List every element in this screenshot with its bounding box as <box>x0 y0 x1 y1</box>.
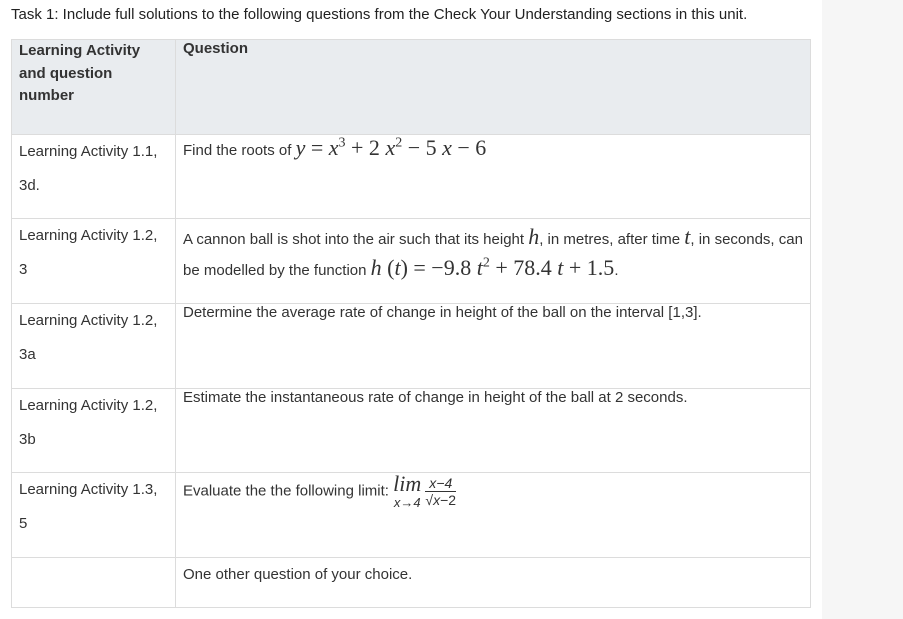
right-margin-strip <box>822 0 903 619</box>
lim-subscript: x→4 <box>393 495 421 510</box>
question-text: A cannon ball is shot into the air such that its height <box>183 231 529 248</box>
table-row <box>12 473 811 558</box>
question-text: , in metres, after time <box>539 231 685 248</box>
question-cell <box>176 304 811 389</box>
limit-operator <box>393 473 421 510</box>
activity-label: Learning Activity 1.2, <box>19 397 158 414</box>
activity-label: Learning Activity 1.2, <box>19 227 158 244</box>
activity-number: 3d. <box>19 177 40 194</box>
table-row <box>12 558 811 608</box>
table-row <box>12 304 811 389</box>
task-heading: Task 1: Include full solutions to the following questions from the Check Your Understanding sections in this unit. <box>11 6 748 23</box>
question-cell <box>176 389 811 473</box>
variable-h: h <box>528 224 540 249</box>
activity-number: 3a <box>19 346 36 363</box>
question-text: . <box>614 262 619 279</box>
question-cell <box>176 558 811 608</box>
denominator-rest: −2 <box>440 492 457 508</box>
activity-label: Learning Activity 1.3, <box>19 481 158 498</box>
variable-t: t <box>684 224 691 249</box>
questions-table <box>11 39 811 608</box>
sqrt-radicand: x <box>433 492 441 508</box>
activity-cell <box>12 473 176 558</box>
activity-cell <box>12 304 176 389</box>
fraction-denominator: √x−2 <box>425 492 457 508</box>
activity-number: 5 <box>19 515 28 532</box>
table-header-row <box>12 40 811 135</box>
question-text: Estimate the instantaneous rate of change in height of the ball at 2 seconds. <box>183 389 688 406</box>
question-cell <box>176 135 811 219</box>
table-row <box>12 135 811 219</box>
table-row <box>12 219 811 304</box>
lim-word: lim <box>393 471 422 496</box>
limit-fraction <box>425 475 456 508</box>
table-row <box>12 389 811 473</box>
fraction-numerator: x−4 <box>425 475 456 492</box>
activity-number: 3b <box>19 431 36 448</box>
question-text: Determine the average rate of change in height of the ball on the interval [1,3]. <box>183 304 702 321</box>
activity-number: 3 <box>19 261 28 278</box>
activity-label: Learning Activity 1.1, <box>19 143 158 160</box>
question-text: , in seconds, can be modelled by the function <box>183 231 803 279</box>
question-text: Find the roots of <box>183 142 296 159</box>
activity-cell <box>12 558 176 608</box>
activity-label: Learning Activity 1.2, <box>19 312 158 329</box>
equation-height: h (t) = −9.8 $t^2 + 78.4$ t + 1.5 <box>370 255 615 280</box>
equation-cubic: $y = x^3 + 2$ $x^2 - 5$ x − 6 <box>295 135 487 160</box>
question-cell <box>176 473 811 558</box>
question-cell <box>176 219 811 304</box>
activity-cell <box>12 135 176 219</box>
activity-cell <box>12 389 176 473</box>
question-text: Evaluate the the following limit: <box>183 482 394 500</box>
header-question: Question <box>176 40 811 135</box>
question-text: One other question of your choice. <box>183 566 413 583</box>
activity-cell <box>12 219 176 304</box>
header-activity: Learning Activity and question number <box>12 40 176 135</box>
